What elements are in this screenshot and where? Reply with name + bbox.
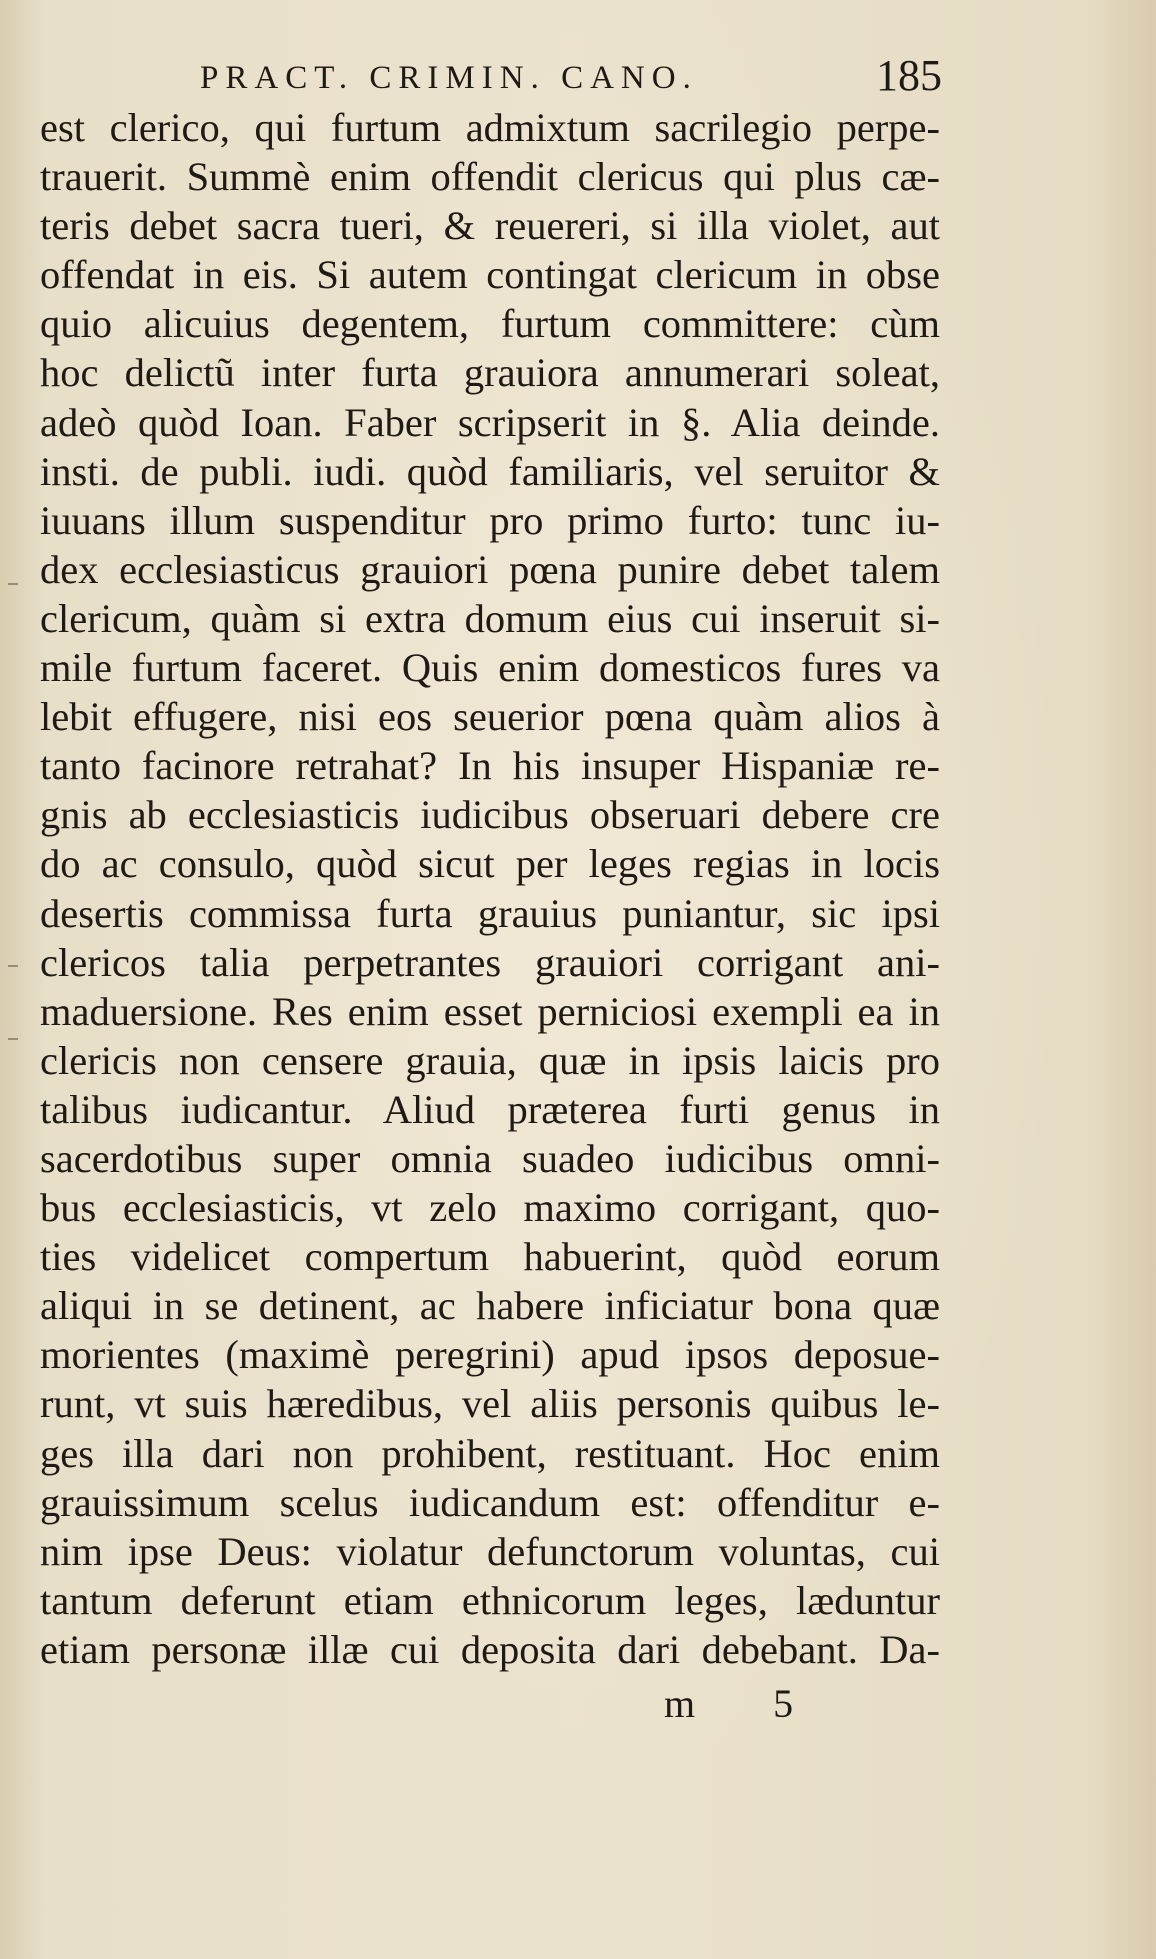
text-line: ties videlicet compertum habuerint, quòd eorum xyxy=(40,1234,940,1280)
text-line: etiam personæ illæ cui deposita dari debebant. Da- xyxy=(40,1626,940,1672)
margin-mark xyxy=(8,583,18,585)
text-line: clericis non censere grauia, quæ in ipsis laicis pro xyxy=(40,1037,940,1083)
text-line: tanto facinore retrahat? In his insuper Hispaniæ re- xyxy=(40,743,940,789)
text-line: iuuans illum suspenditur pro primo furto: tunc iu- xyxy=(40,497,940,543)
text-line: quio alicuius degentem, furtum committere: cùm xyxy=(40,301,940,347)
margin-mark xyxy=(8,1038,18,1040)
page-number: 185 xyxy=(876,51,942,100)
text-line: gnis ab ecclesiasticis iudicibus obseruari debere cre xyxy=(40,792,940,838)
text-line: clericum, quàm si extra domum eius cui inseruit si- xyxy=(40,595,940,641)
text-line: dex ecclesiasticus grauiori pœna punire debet talem xyxy=(40,546,940,592)
text-line: morientes (maximè peregrini) apud ipsos deposue- xyxy=(40,1332,940,1378)
text-line: hoc delictũ inter furta grauiora annumerari soleat, xyxy=(40,350,940,396)
text-line: bus ecclesiasticis, vt zelo maximo corrigant, quo- xyxy=(40,1185,940,1231)
text-line: teris debet sacra tueri, & reuereri, si illa violet, aut xyxy=(40,203,940,249)
text-line: offendat in eis. Si autem contingat clericum in obse xyxy=(40,252,940,298)
text-line: do ac consulo, quòd sicut per leges regias in locis xyxy=(40,841,940,887)
text-line: clericos talia perpetrantes grauiori corrigant ani- xyxy=(40,939,940,985)
margin-mark xyxy=(8,965,18,967)
text-line: grauissimum scelus iudicandum est: offenditur e- xyxy=(40,1479,940,1525)
text-line: mile furtum faceret. Quis enim domesticos fures va xyxy=(40,645,940,691)
text-line: maduersione. Res enim esset perniciosi exempli ea in xyxy=(40,988,940,1034)
text-line: est clerico, qui furtum admixtum sacrilegio perpe- xyxy=(40,105,940,150)
text-line: nim ipse Deus: violatur defunctorum voluntas, cui xyxy=(40,1528,940,1574)
text-line: talibus iudicantur. Aliud præterea furti genus in xyxy=(40,1086,940,1132)
running-title: PRACT. CRIMIN. CANO. xyxy=(200,60,698,96)
text-line: aliqui in se detinent, ac habere inficiatur bona quæ xyxy=(40,1283,940,1329)
text-line: sacerdotibus super omnia suadeo iudicibus omni- xyxy=(40,1135,940,1181)
text-line: trauerit. Summè enim offendit clericus qui plus cæ- xyxy=(40,154,940,200)
text-line: desertis commissa furta grauius puniantur, sic ipsi xyxy=(40,890,940,936)
text-line: lebit effugere, nisi eos seuerior pœna quàm alios à xyxy=(40,694,940,740)
text-line: ges illa dari non prohibent, restituant. Hoc enim xyxy=(40,1430,940,1476)
body-text xyxy=(40,103,940,1674)
text-line: insti. de publi. iudi. quòd familiaris, vel seruitor & xyxy=(40,448,940,494)
signature-mark: m 5 xyxy=(664,1681,828,1726)
text-line: runt, vt suis hæredibus, vel aliis personis quibus le- xyxy=(40,1381,940,1427)
running-head xyxy=(0,52,1156,104)
text-line: adeò quòd Ioan. Faber scripserit in §. Alia deinde. xyxy=(40,399,940,445)
text-line: tantum deferunt etiam ethnicorum leges, læduntur xyxy=(40,1577,940,1623)
